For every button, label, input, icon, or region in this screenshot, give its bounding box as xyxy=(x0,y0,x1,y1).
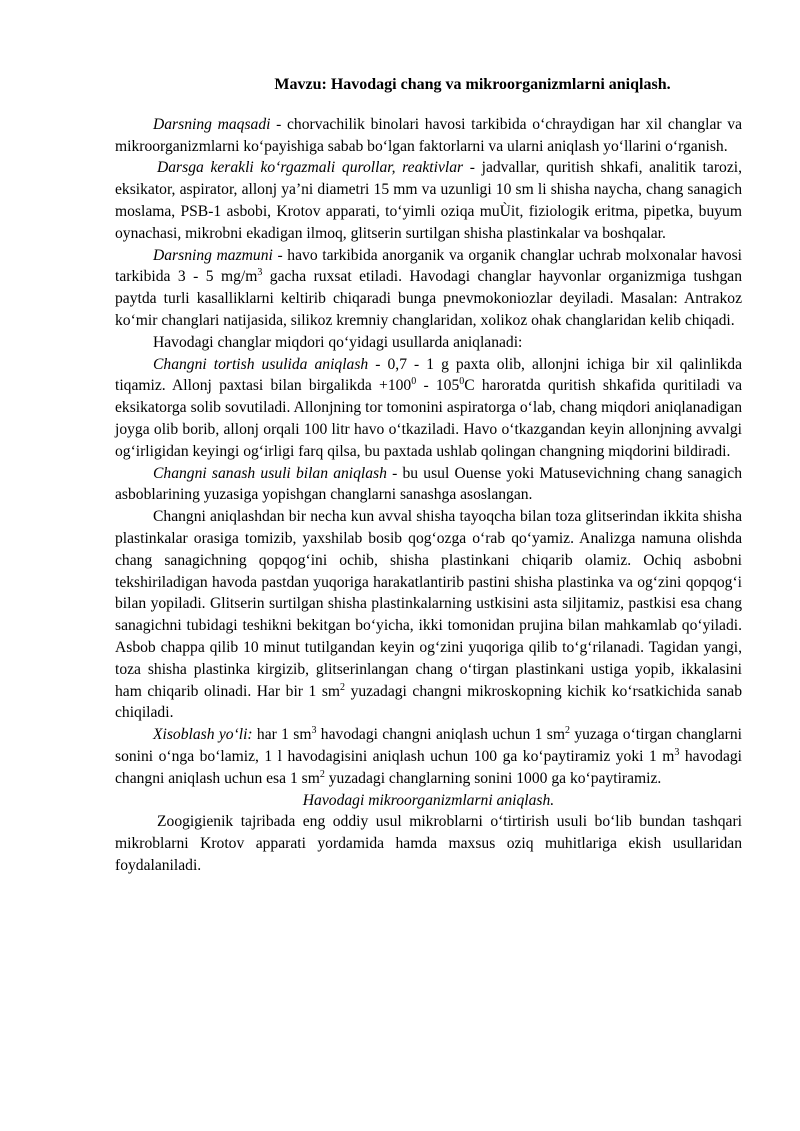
content-sup: 3 xyxy=(257,267,263,279)
paragraph-goal xyxy=(115,114,742,158)
paragraph-weighing-method xyxy=(115,354,742,463)
calc-text-c: yuzaga o‘tirgan changlarni sonini o‘nga bo‘lamiz, 1 l havodagisini aniqlash uchun 100 ga ko‘paytiramiz yoki 1 m xyxy=(115,726,743,765)
paragraph-counting-method xyxy=(115,463,742,507)
weighing-text-c: C haroratda quritish shkafida quritiladi va eksikatorga solib sovutiladi. Allonjning tor tomonini aspiratorga o‘lab, chang miqdori aniqlanadigan joyga olib borib, allonj orqali 100 litr havo o‘tkaziladi. Havo o‘tkazgandan keyin allonjning avvalgi og‘irligidan keyingi og‘irligi farq qilsa, bu paxtada ushlab qolingan changning miqdorini bildiradi. xyxy=(115,377,742,460)
weighing-label: Changni tortish usulida aniqlash xyxy=(153,355,369,373)
paragraph-materials xyxy=(115,157,742,244)
procedure-text-b: yuzadagi changni mikroskopning kichik ko‘rsatkichida sanab chiqiladi. xyxy=(115,682,742,722)
paragraph-calculation xyxy=(115,724,742,789)
calc-sup1: 3 xyxy=(311,724,317,736)
materials-text: - jadvallar, quritish shkafi, analitik tarozi, eksikator, aspirator, allonj ya’ni diametri 15 mm va uzunligi 10 sm li shisha naycha, chang sanagich moslama, PSB-1 asbobi, Krotov apparati, to‘yimli oziqa muÙit, fiziologik eritma, pipetka, buyum oynachasi, mikrobni ekadigan ilmoq, glitserin surtilgan shisha plastinkalar va boshqalar. xyxy=(115,159,742,242)
content-text-a: - havo tarkibida anorganik va organik changlar uchrab molxonalar havosi tarkibida 3 - 5 mg/m xyxy=(115,246,742,286)
calc-text-d: havodagi changni aniqlash uchun esa 1 sm xyxy=(115,747,743,787)
weighing-text-a: - 0,7 - 1 g paxta olib, allonjni ichiga bir xil qalinlikda tiqamiz. Allonj paxtasi bilan birgalikda +100 xyxy=(115,355,742,395)
section-subtitle: Havodagi mikroorganizmlarni aniqlash. xyxy=(302,791,555,809)
goal-text: - chorvachilik binolari havosi tarkibida o‘chraydigan har xil changlar va mikroorganizmlarni ko‘payishiga sabab bo‘lgan faktorlarni va ularni aniqlash yo‘llarini o‘rganish. xyxy=(115,115,742,155)
calc-text-a: har 1 sm xyxy=(252,726,312,744)
calc-sup4: 2 xyxy=(319,768,325,780)
calculation-label: Xisoblash yo‘li: xyxy=(153,726,253,744)
document-page xyxy=(115,74,742,877)
calc-sup2: 2 xyxy=(565,724,570,736)
content-text-b: gacha ruxsat etiladi. Havodagi changlar hayvonlar organizmiga tushgan paytda turli kasalliklarni keltirib chiqaradi bunga pnevmokoniozlar deyiladi. Masalan: Antrakoz ko‘mir changlari natijasida, silikoz kremniy changlaridan, xolikoz ohak changlaridan kelib chiqadi. xyxy=(115,268,742,329)
calc-text-e: yuzadagi changlarning sonini 1000 ga ko‘paytiramiz. xyxy=(324,769,662,787)
document-title: Mavzu: Havodagi chang va mikroorganizmlarni aniqlash. xyxy=(274,76,671,93)
counting-text: - bu usul Ouense yoki Matusevichning chang sanagich asboblarining yuzasiga yopishgan changlarni sanashga asoslangan. xyxy=(115,464,742,504)
counting-label: Changni sanash usuli bilan aniqlash xyxy=(153,464,387,482)
paragraph-content xyxy=(115,245,742,332)
paragraph-methods-intro: Havodagi changlar miqdori qo‘yidagi usullarda aniqlanadi: xyxy=(153,333,523,351)
weighing-sup2: 0 xyxy=(459,376,465,388)
paragraph-microbes: Zoogigienik tajribada eng oddiy usul mikroblarni o‘tirtirish usuli bo‘lib bundan tashqari mikroblarni Krotov apparati yordamida hamda maxsus oziq muhitlariga ekish usullaridan foydalaniladi. xyxy=(115,813,742,874)
paragraph-procedure xyxy=(115,506,742,724)
content-label: Darsning mazmuni xyxy=(153,246,273,264)
calc-text-b: havodagi changni aniqlash uchun 1 sm xyxy=(316,726,565,744)
procedure-sup: 2 xyxy=(340,681,346,693)
calc-sup3: 3 xyxy=(674,746,680,758)
materials-label: Darsga kerakli ko‘rgazmali qurollar, reaktivlar xyxy=(157,159,464,177)
procedure-text-a: Changni aniqlashdan bir necha kun avval shisha tayoqcha bilan toza glitserindan ikkita shisha plastinkalar orasiga tomizib, yaxshilab bosib qog‘ozga o‘rab qo‘yamiz. Analizga namuna olishda chang sanagichning qopqog‘ini ochib, shisha plastinkani chiqarib olamiz. Ochiq asbobni tekshiriladigan havoda pastdan yuqoriga harakatlantirib pastini shisha plastinka va og‘zini qopqog‘i bilan yopiladi. Glitserin surtilgan shisha plastinkalarning ustkisini asta siljitamiz, pastkisi esa chang sanagichni tubidagi teshikni bekitgan bo‘yicha, ikki tomonidan prujina bilan mahkamlab qo‘yiladi. Asbob chappa qilib 10 minut tutilgandan keyin og‘zini yuqoriga qilib to‘g‘rilanadi. Tagidan yangi, toza shisha plastinka kirgizib, glitserinlangan chang o‘tirgan plastinkani ustiga yopib, ikkalasini ham chiqarib olinadi. Har bir 1 sm xyxy=(115,508,742,700)
weighing-sup1: 0 xyxy=(411,376,417,388)
goal-label: Darsning maqsadi xyxy=(153,115,271,133)
weighing-text-b: - 105 xyxy=(416,377,460,395)
